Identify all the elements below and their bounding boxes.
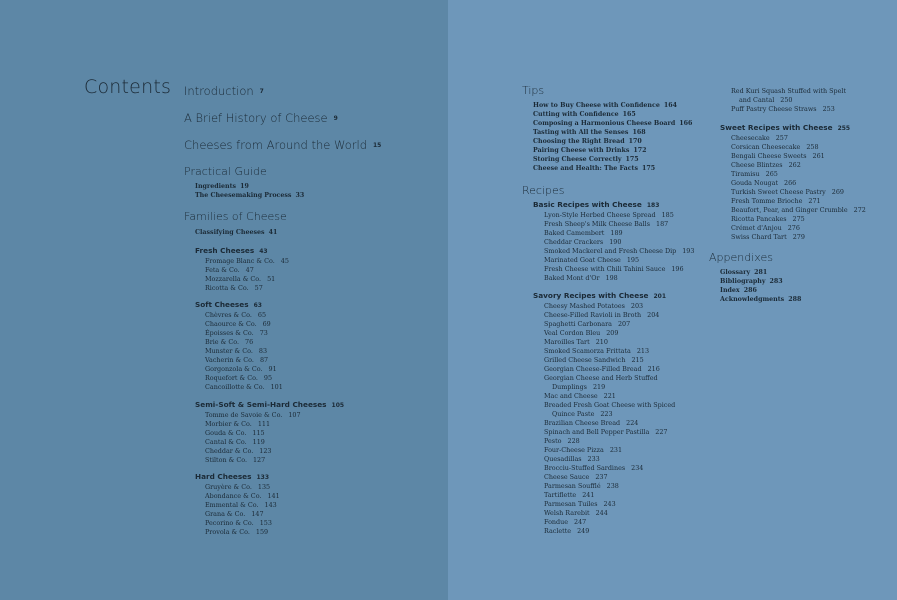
entry-label: Lyon-Style Herbed Cheese Spread	[544, 211, 656, 219]
entry-label: Emmental & Co.	[205, 501, 259, 509]
toc-entry[interactable]	[544, 320, 675, 329]
page-number: 227	[655, 428, 668, 436]
toc-entry[interactable]	[731, 170, 866, 179]
entry-label: Parmesan Tuiles	[544, 500, 598, 508]
entry-label: Index	[720, 287, 740, 294]
subsection-title[interactable]: Basic Recipes with Cheese 183	[533, 200, 660, 209]
entry-label: Baked Mont d'Or	[544, 274, 600, 282]
group-savory	[533, 291, 675, 536]
list	[720, 134, 866, 242]
section-families: Families of Cheese	[184, 210, 287, 223]
page-number: 198	[605, 274, 618, 282]
group-semi	[195, 400, 344, 465]
list	[533, 211, 694, 283]
entry-label: Acknowledgments	[720, 296, 785, 303]
entry-label: Welsh Rarebit	[544, 509, 590, 517]
entry-label: Composing a Harmonious Cheese Board	[533, 120, 676, 127]
list	[195, 483, 280, 537]
toc-entry[interactable]	[544, 211, 694, 220]
page-number: 166	[679, 120, 693, 127]
page-number: 196	[671, 265, 684, 273]
toc-entry[interactable]	[533, 164, 692, 173]
entry-label: Spinach and Bell Pepper Pastilla	[544, 428, 650, 436]
toc-entry[interactable]	[544, 302, 675, 311]
page-number: 209	[606, 329, 619, 337]
page-number: 73	[259, 329, 268, 337]
toc-entry[interactable]	[205, 501, 280, 510]
group-sweet	[720, 123, 866, 242]
page-number: 47	[245, 266, 254, 274]
entry-label: Chèvres & Co.	[205, 311, 252, 319]
entry-label: Pairing Cheese with Drinks	[533, 147, 630, 154]
toc-entry[interactable]	[544, 527, 675, 536]
page-number: 115	[252, 429, 265, 437]
entry-label: Abondance & Co.	[205, 492, 262, 500]
page-number: 247	[574, 518, 587, 526]
subsection-title[interactable]: Sweet Recipes with Cheese 255	[720, 123, 851, 132]
toc-entry[interactable]	[544, 446, 675, 455]
page-number: 215	[631, 356, 644, 364]
group-hard	[195, 472, 280, 537]
entry-label: Cutting with Confidence	[533, 111, 619, 118]
list	[195, 411, 344, 465]
entry-label: Fondue	[544, 518, 569, 526]
toc-entry[interactable]	[731, 105, 846, 114]
toc-entry[interactable]	[731, 179, 866, 188]
page-number: 233	[587, 455, 600, 463]
toc-entry[interactable]	[544, 401, 675, 410]
toc-entry[interactable]	[205, 338, 283, 347]
toc-entry[interactable]	[544, 437, 675, 446]
entry-label: Morbier & Co.	[205, 420, 252, 428]
page-number: 279	[792, 233, 805, 241]
toc-entry[interactable]	[720, 268, 801, 277]
entry-label: Corsican Cheesecake	[731, 143, 801, 151]
entry-label: Breaded Fresh Goat Cheese with Spiced	[544, 401, 676, 409]
page-number: 261	[812, 152, 825, 160]
toc-entry[interactable]	[205, 447, 344, 456]
entry-label: Mac and Cheese	[544, 392, 598, 400]
toc-entry[interactable]	[544, 410, 675, 419]
toc-entry[interactable]	[731, 161, 866, 170]
toc-entry[interactable]	[205, 347, 283, 356]
entry-label: Brazilian Cheese Bread	[544, 419, 621, 427]
toc-entry[interactable]	[544, 347, 675, 356]
page-number: 253	[822, 105, 835, 113]
subsection-title[interactable]: Fresh Cheeses 43	[195, 246, 268, 255]
page-number: 219	[592, 383, 606, 391]
subsection-title[interactable]: Savory Recipes with Cheese 201	[533, 291, 667, 300]
page-number: 266	[784, 179, 797, 187]
page-number: 244	[595, 509, 608, 517]
entry-label: Cheesecake	[731, 134, 770, 142]
page-number: 51	[267, 275, 276, 283]
entry-label: Fromage Blanc & Co.	[205, 257, 275, 265]
page-number: 216	[647, 365, 660, 373]
page-number: 203	[630, 302, 644, 310]
page-number: 175	[642, 165, 656, 172]
entry-label: Cancoillotte & Co.	[205, 383, 265, 391]
page-number: 168	[632, 129, 646, 136]
toc-entry[interactable]	[205, 510, 280, 519]
page-number: 257	[775, 134, 788, 142]
entry-label: Red Kuri Squash Stuffed with Spelt	[731, 87, 847, 95]
toc-entry[interactable]	[205, 528, 280, 537]
toc-entry[interactable]	[544, 238, 694, 247]
page-number: 165	[622, 111, 636, 118]
toc-introduction[interactable]: Introduction 7	[184, 84, 264, 98]
page-number: 141	[267, 492, 280, 500]
toc-entry[interactable]	[205, 492, 280, 501]
toc-entry[interactable]	[544, 256, 694, 265]
toc-entry[interactable]	[731, 152, 866, 161]
toc-entry[interactable]	[205, 329, 283, 338]
entry-label: Fresh Cheese with Chili Tahini Sauce	[544, 265, 666, 273]
toc-entry[interactable]	[731, 233, 866, 242]
entry-label: Roquefort & Co.	[205, 374, 258, 382]
page-number: 258	[806, 143, 819, 151]
group-soft	[195, 300, 283, 392]
page-number: 45	[280, 257, 289, 265]
tips-list	[533, 101, 692, 173]
page-number: 76	[245, 338, 254, 346]
toc-entry[interactable]	[544, 419, 675, 428]
entry-label: Ricotta & Co.	[205, 284, 249, 292]
savory-continued-list	[731, 87, 846, 114]
toc-world[interactable]: Cheeses from Around the World 15	[184, 138, 382, 152]
toc-entry[interactable]	[205, 383, 283, 392]
toc-entry[interactable]	[533, 110, 692, 119]
page-number: 241	[582, 491, 595, 499]
toc-entry[interactable]	[720, 295, 801, 304]
page-number: 265	[765, 170, 778, 178]
page-number: 101	[270, 383, 283, 391]
page-number: 204	[647, 311, 660, 319]
entry-label: Marinated Goat Cheese	[544, 256, 621, 264]
toc-entry[interactable]	[205, 311, 283, 320]
entry-label: Baked Camembert	[544, 229, 605, 237]
toc-cheesemaking[interactable]: The Cheesemaking Process 33	[195, 192, 305, 199]
group-basic	[533, 200, 694, 283]
page-number: 221	[603, 392, 616, 400]
entry-label: Pesto	[544, 437, 562, 445]
toc-entry[interactable]	[544, 518, 675, 527]
toc-entry[interactable]	[544, 509, 675, 518]
page-number: 231	[609, 446, 623, 454]
page-number: 275	[792, 215, 805, 223]
entry-label: Cantal & Co.	[205, 438, 247, 446]
page-number: 119	[252, 438, 265, 446]
entry-label: Cheese Sauce	[544, 473, 590, 481]
toc-entry[interactable]	[533, 101, 692, 110]
page-number: 135	[257, 483, 271, 491]
page-number: 83	[258, 347, 268, 355]
entry-label: Ricotta Pancakes	[731, 215, 787, 223]
entry-label: Dumplings	[552, 383, 587, 391]
entry-label: Smoked Mackerel and Fresh Cheese Dip	[544, 247, 677, 255]
entry-label: Parmesan Soufflé	[544, 482, 601, 490]
entry-label: Brie & Co.	[205, 338, 239, 346]
list	[533, 302, 675, 536]
practical-list	[195, 182, 304, 200]
toc-entry[interactable]	[544, 383, 675, 392]
entry-label: Spaghetti Carbonara	[544, 320, 612, 328]
page-number: 283	[769, 278, 783, 285]
entry-label: Beaufort, Pear, and Ginger Crumble	[731, 206, 848, 214]
entry-label: Gruyère & Co.	[205, 483, 252, 491]
entry-label: Cheese-Filled Ravioli in Broth	[544, 311, 642, 319]
entry-label: Maroilles Tart	[544, 338, 590, 346]
page-number: 237	[595, 473, 608, 481]
toc-entry[interactable]	[205, 374, 283, 383]
toc-entry[interactable]	[205, 456, 344, 465]
page-number: 243	[603, 500, 616, 508]
page-number: 228	[567, 437, 580, 445]
page-number: 185	[661, 211, 674, 219]
entry-label: Tartiflette	[544, 491, 577, 499]
page-number: 250	[780, 96, 793, 104]
page-number: 159	[255, 528, 269, 536]
page-number: 281	[754, 269, 768, 276]
page-number: 127	[252, 456, 266, 464]
entry-label: Quince Paste	[552, 410, 595, 418]
page-number: 164	[663, 102, 678, 109]
entry-label: Choosing the Right Bread	[533, 138, 625, 145]
toc-entry[interactable]	[544, 500, 675, 509]
section-recipes: Recipes	[522, 184, 565, 197]
toc-entry[interactable]	[544, 491, 675, 500]
toc-entry[interactable]	[544, 356, 675, 365]
entry-label: Cheese and Health: The Facts	[533, 165, 638, 172]
subsection-title[interactable]: Soft Cheeses 63	[195, 300, 262, 309]
page-number: 249	[577, 527, 590, 535]
entry-label: Puff Pastry Cheese Straws	[731, 105, 817, 113]
entry-label: Gouda Nougat	[731, 179, 779, 187]
page-number: 187	[656, 220, 669, 228]
entry-label: Tiramisu	[731, 170, 760, 178]
toc-entry[interactable]	[731, 188, 866, 197]
page-number: 123	[259, 447, 272, 455]
toc-entry[interactable]	[544, 274, 694, 283]
toc-entry[interactable]	[544, 365, 675, 374]
page-number: 213	[636, 347, 650, 355]
page-number: 95	[263, 374, 273, 382]
entry-label: Provola & Co.	[205, 528, 250, 536]
entry-label: Raclette	[544, 527, 572, 535]
page-number: 190	[609, 238, 622, 246]
entry-label: Storing Cheese Correctly	[533, 156, 622, 163]
page-number: 143	[264, 501, 277, 509]
page-number: 147	[251, 510, 264, 518]
page-number: 269	[831, 188, 844, 196]
page-number: 69	[262, 320, 271, 328]
toc-entry[interactable]	[731, 197, 866, 206]
toc-entry[interactable]	[731, 134, 866, 143]
toc-entry[interactable]	[205, 411, 344, 420]
entry-label: Pecorino & Co.	[205, 519, 254, 527]
entry-label: Bibliography	[720, 278, 766, 285]
section-tips: Tips	[522, 84, 545, 97]
subsection-title[interactable]: Semi-Soft & Semi-Hard Cheeses 105	[195, 400, 345, 409]
toc-entry[interactable]	[544, 247, 694, 256]
page-number: 189	[610, 229, 623, 237]
page-number: 276	[787, 224, 800, 232]
page-number: 153	[259, 519, 272, 527]
entry-label: Stilton & Co.	[205, 456, 247, 464]
section-practical-guide: Practical Guide	[184, 165, 267, 178]
toc-entry[interactable]	[205, 519, 280, 528]
toc-entry[interactable]	[731, 87, 846, 96]
toc-entry[interactable]	[544, 473, 675, 482]
page-number: 238	[606, 482, 619, 490]
toc-entry[interactable]	[544, 265, 694, 274]
toc-entry[interactable]	[544, 392, 675, 401]
page-number: 234	[631, 464, 644, 472]
toc-entry[interactable]	[731, 96, 846, 105]
toc-ingredients[interactable]: Ingredients 19	[195, 183, 249, 190]
entry-label: Fresh Tomme Brioche	[731, 197, 803, 205]
page-number: 65	[257, 311, 267, 319]
toc-entry[interactable]	[544, 329, 675, 338]
toc-entry[interactable]	[731, 224, 866, 233]
page-number: 57	[254, 284, 263, 292]
toc-entry[interactable]	[533, 146, 692, 155]
page-number: 193	[682, 247, 695, 255]
toc-entry[interactable]	[205, 438, 344, 447]
entry-label: Turkish Sweet Cheese Pastry	[731, 188, 826, 196]
page-number: 223	[600, 410, 613, 418]
entry-label: Tomme de Savoie & Co.	[205, 411, 283, 419]
page-number: 272	[853, 206, 866, 214]
toc-entry[interactable]	[205, 356, 283, 365]
toc-entry[interactable]	[720, 277, 801, 286]
entry-label: Cheddar & Co.	[205, 447, 254, 455]
page-number: 195	[626, 256, 640, 264]
list	[195, 311, 283, 392]
entry-label: Chaource & Co.	[205, 320, 257, 328]
page-number: 286	[743, 287, 757, 294]
entry-label: Cheddar Crackers	[544, 238, 604, 246]
entry-label: Georgian Cheese and Herb Stuffed	[544, 374, 658, 382]
contents-title: Contents	[84, 76, 172, 98]
subsection-title[interactable]: Hard Cheeses 133	[195, 472, 270, 481]
toc-entry[interactable]	[205, 275, 289, 284]
toc-entry[interactable]	[205, 257, 289, 266]
entry-label: Munster & Co.	[205, 347, 253, 355]
entry-label: Smoked Scamorza Frittata	[544, 347, 631, 355]
toc-entry[interactable]	[533, 137, 692, 146]
entry-label: Cheese Blintzes	[731, 161, 783, 169]
entry-label: Swiss Chard Tart	[731, 233, 787, 241]
page-number: 210	[595, 338, 608, 346]
page-number: 271	[808, 197, 821, 205]
entry-label: Grilled Cheese Sandwich	[544, 356, 626, 364]
page-number: 207	[617, 320, 631, 328]
toc-entry[interactable]	[533, 128, 692, 137]
page-number: 224	[626, 419, 639, 427]
entry-label: Four-Cheese Pizza	[544, 446, 604, 454]
toc-entry[interactable]	[544, 428, 675, 437]
toc-entry[interactable]	[205, 320, 283, 329]
entry-label: Cheesy Mashed Potatoes	[544, 302, 625, 310]
entry-label: Gorgonzola & Co.	[205, 365, 263, 373]
page-number: 262	[788, 161, 801, 169]
toc-entry[interactable]	[544, 311, 675, 320]
entry-label: Brocciu-Stuffed Sardines	[544, 464, 626, 472]
page-number: 107	[288, 411, 301, 419]
toc-entry[interactable]	[544, 229, 694, 238]
list	[195, 257, 289, 293]
toc-entry[interactable]	[544, 374, 675, 383]
group-fresh	[195, 246, 289, 293]
page-number: 288	[788, 296, 802, 303]
toc-entry[interactable]	[731, 206, 866, 215]
toc-entry[interactable]	[533, 119, 692, 128]
section-appendixes: Appendixes	[709, 251, 773, 264]
entry-label: Fresh Sheep's Milk Cheese Balls	[544, 220, 650, 228]
toc-entry[interactable]	[720, 286, 801, 295]
toc-entry[interactable]	[731, 143, 866, 152]
entry-label: Gouda & Co.	[205, 429, 247, 437]
toc-entry[interactable]	[205, 483, 280, 492]
entry-label: Bengali Cheese Sweets	[731, 152, 807, 160]
toc-entry[interactable]	[731, 215, 866, 224]
toc-entry[interactable]	[544, 464, 675, 473]
toc-entry[interactable]	[205, 429, 344, 438]
entry-label: Époisses & Co.	[205, 329, 254, 337]
toc-classifying[interactable]: Classifying Cheeses 41	[195, 229, 278, 236]
toc-entry[interactable]	[544, 338, 675, 347]
page-number: 172	[633, 147, 647, 154]
page-number: 87	[259, 356, 269, 364]
entry-label: Feta & Co.	[205, 266, 240, 274]
entry-label: Tasting with All the Senses	[533, 129, 629, 136]
entry-label: Grana & Co.	[205, 510, 246, 518]
entry-label: Georgian Cheese-Filled Bread	[544, 365, 642, 373]
toc-entry[interactable]	[205, 365, 283, 374]
entry-label: Crémet d'Anjou	[731, 224, 782, 232]
entry-label: Mozzarella & Co.	[205, 275, 262, 283]
toc-entry[interactable]	[205, 266, 289, 275]
toc-entry[interactable]	[544, 482, 675, 491]
toc-entry[interactable]	[544, 455, 675, 464]
page-number: 170	[628, 138, 642, 145]
appendixes-list	[720, 268, 801, 304]
toc-entry[interactable]	[205, 284, 289, 293]
page-number: 175	[625, 156, 639, 163]
entry-label: Quesadillas	[544, 455, 582, 463]
entry-label: Veal Cordon Bleu	[544, 329, 601, 337]
entry-label: and Cantal	[739, 96, 775, 104]
toc-entry[interactable]	[205, 420, 344, 429]
entry-label: How to Buy Cheese with Confidence	[533, 102, 660, 109]
entry-label: Vacherin & Co.	[205, 356, 254, 364]
page-number: 111	[257, 420, 271, 428]
toc-entry[interactable]	[533, 155, 692, 164]
toc-entry[interactable]	[544, 220, 694, 229]
toc-history[interactable]: A Brief History of Cheese 9	[184, 111, 338, 125]
page-number: 91	[268, 365, 277, 373]
entry-label: Glossary	[720, 269, 751, 276]
